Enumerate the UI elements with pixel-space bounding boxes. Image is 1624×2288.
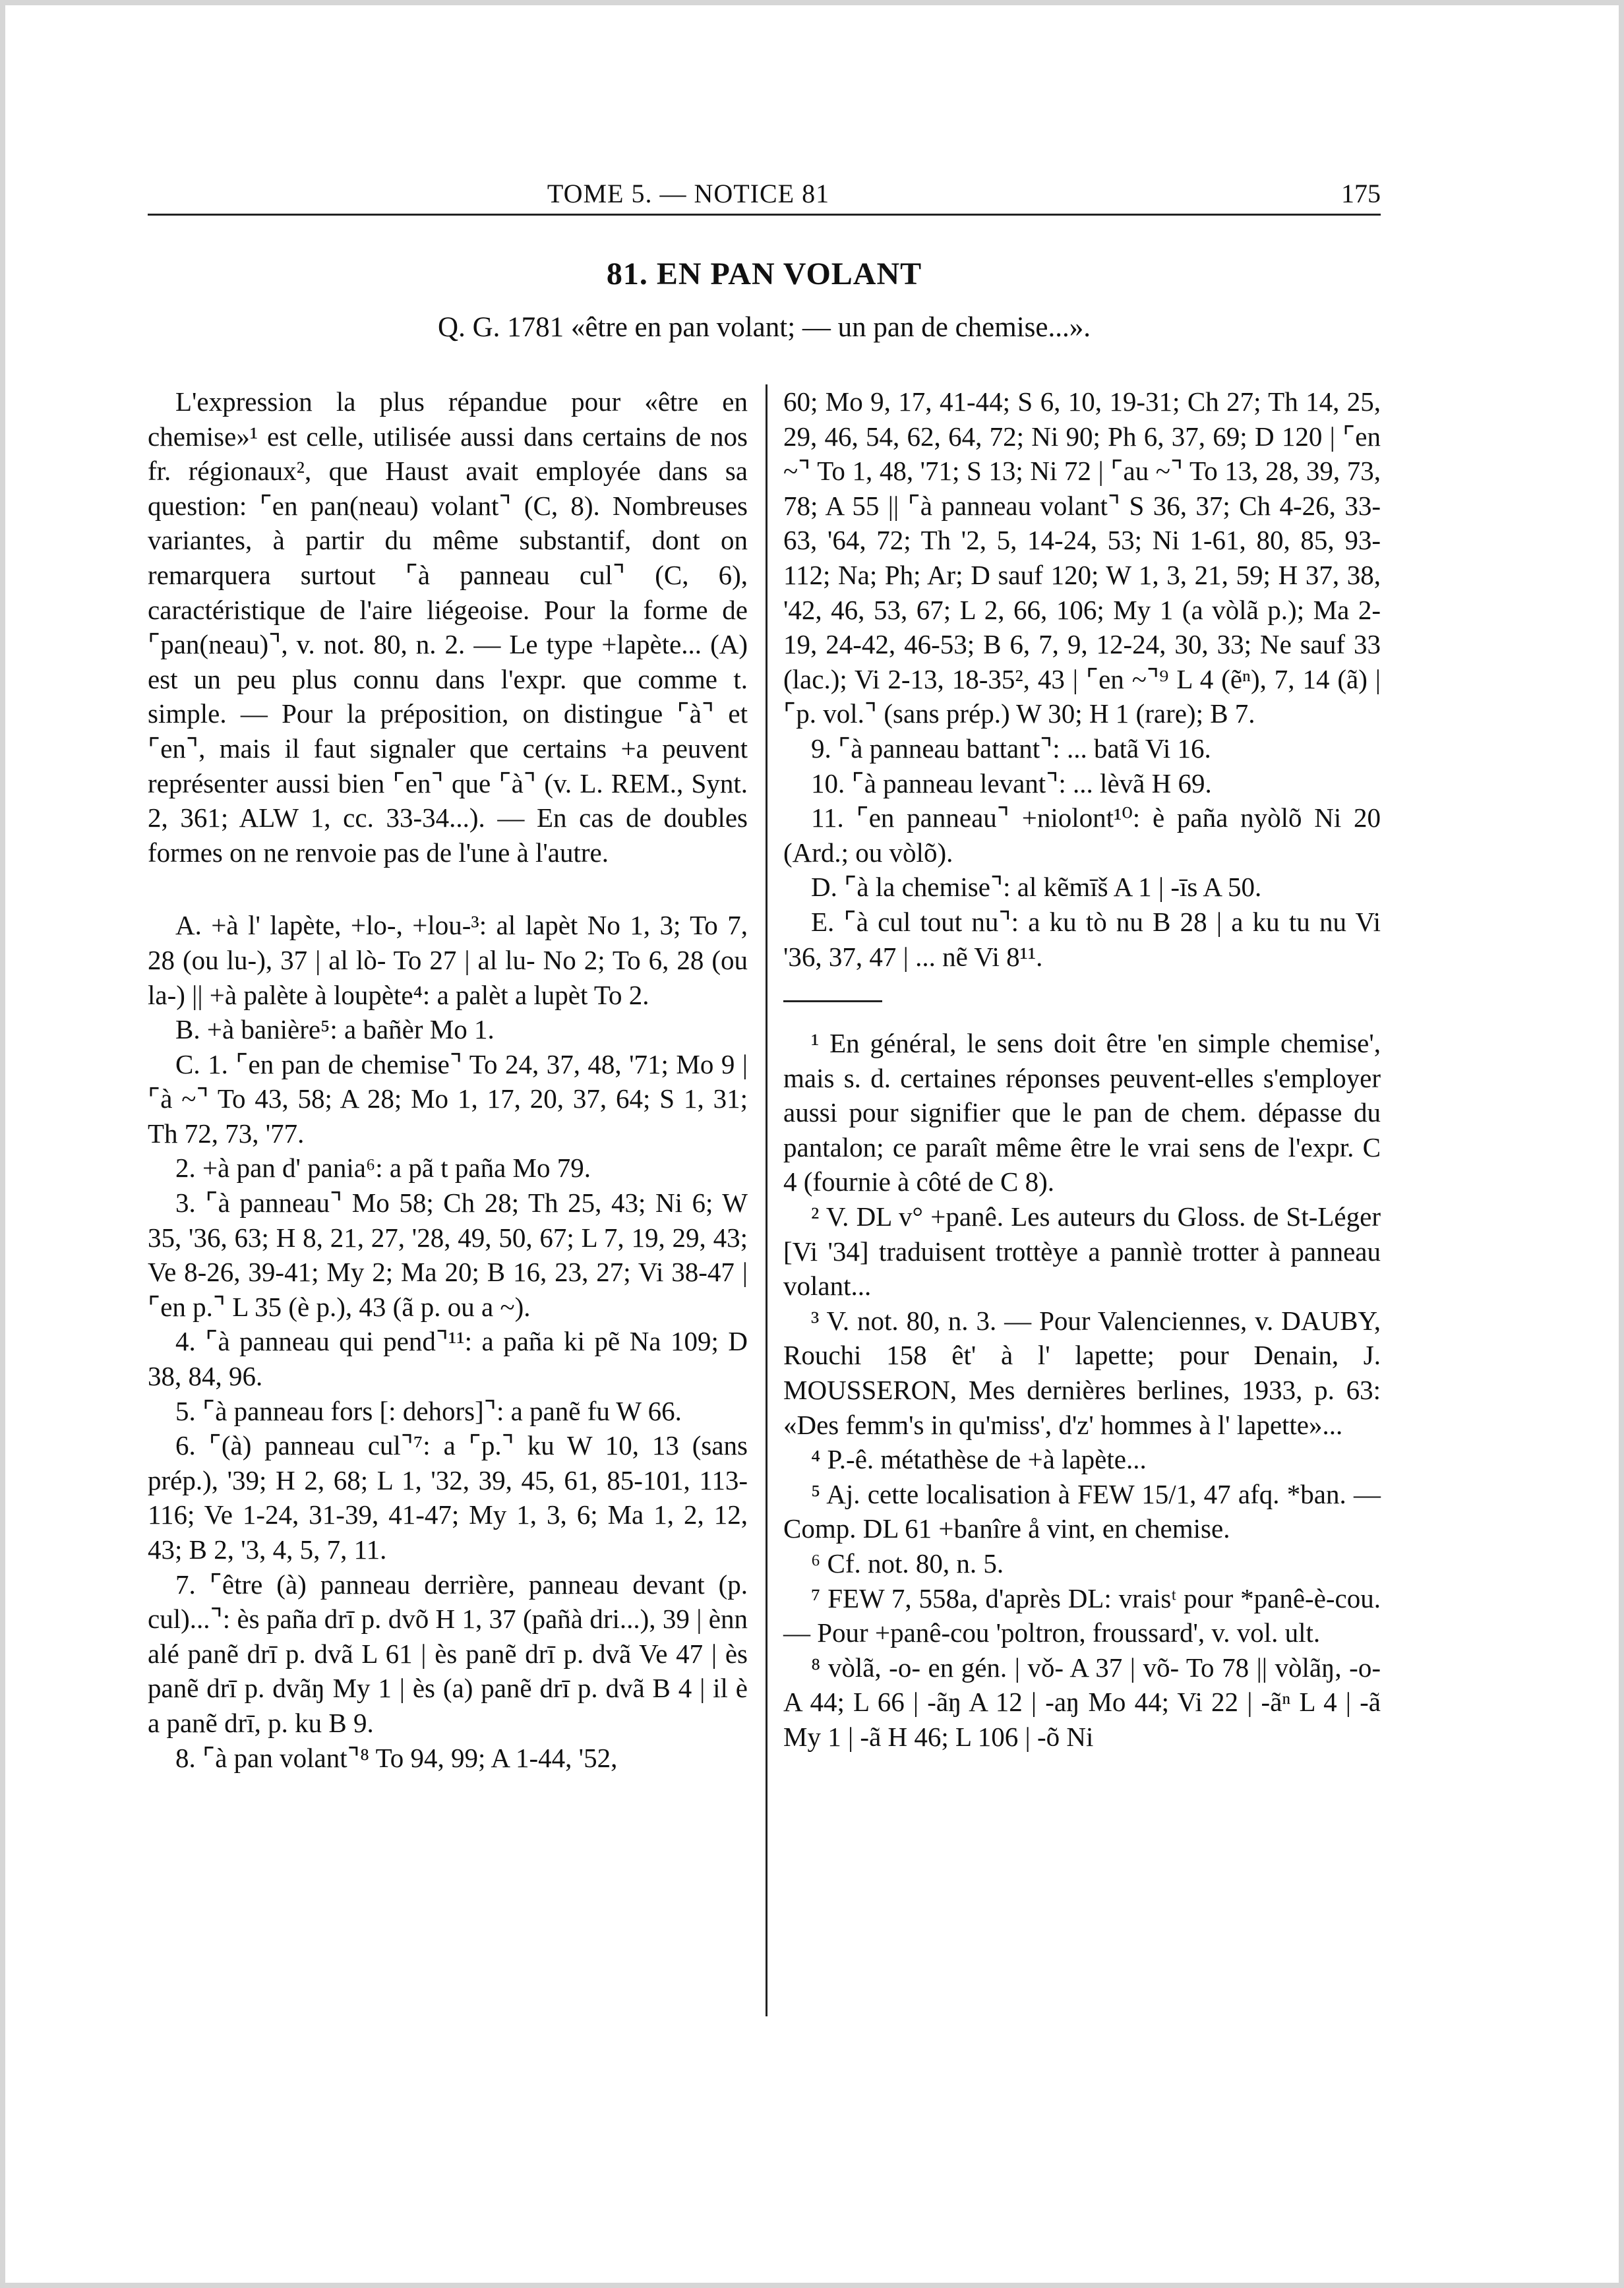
footnote-5: ⁵ Aj. cette localisation à FEW 15/1, 47 afq. *ban. — Comp. DL 61 +banîre å vint, en chemise. bbox=[783, 1478, 1381, 1544]
intro-paragraph: L'expression la plus répandue pour «être en chemise»¹ est celle, utilisée aussi dans certains de nos fr. régionaux², que Haust avait employée dans sa question: ⌜en pan(neau) volant⌝ (C, 8). Nombreuses variantes, à partir du même substantif, dont on remarquera surtout ⌜à panneau cul⌝ (C, 6), caractéristique de l'aire liégeoise. Pour la forme de ⌜pan(neau)⌝, v. not. 80, n. 2. — Le type +lapète... (A) est un peu plus connu dans l'expr. que comme t. simple. — Pour la préposition, on distingue ⌜à⌝ et ⌜en⌝, mais il faut signaler que certains +a peuvent représenter aussi bien ⌜en⌝ que ⌜à⌝ (v. L. REM., Synt. 2, 361; ALW 1, cc. 33-34...). — En cas de doubles formes on ne renvoie pas de l'une à l'autre. bbox=[148, 386, 748, 868]
entry-c11: 11. ⌜en panneau⌝ +niolont¹⁰: è paña nyòlõ Ni 20 (Ard.; ou vòlõ). bbox=[783, 802, 1381, 868]
question-reference: Q. G. 1781 «être en pan volant; — un pan de chemise...». bbox=[438, 312, 1091, 343]
notice-title: 81. EN PAN VOLANT bbox=[606, 256, 922, 291]
entry-c7: 7. ⌜être (à) panneau derrière, panneau devant (p. cul)...⌝: ès paña drī p. dvõ H 1, 37 (pañà dri...), 39 | ènn alé panẽ drī p. dvã L 61 | ès panẽ drī p. dvã Ve 47 | ès panẽ drī p. dvãŋ My 1 | ès (a) panẽ drī p. dvã B 4 | il è a panẽ drī, p. ku B 9. bbox=[148, 1569, 748, 1738]
left-column bbox=[148, 384, 748, 1775]
entry-c1: C. 1. ⌜en pan de chemise⌝ To 24, 37, 48, '71; Mo 9 | ⌜à ~⌝ To 43, 58; A 28; Mo 1, 17, 20, 37, 64; S 1, 31; Th 72, 73, '77. bbox=[148, 1048, 748, 1149]
entry-c6: 6. ⌜(à) panneau cul⌝⁷: a ⌜p.⌝ ku W 10, 13 (sans prép.), '39; H 2, 68; L 1, '32, 39, 45, 61, 85-101, 113-116; Ve 1-24, 31-39, 41-47; My 1, 3, 6; Ma 1, 2, 12, 43; B 2, '3, 4, 5, 7, 11. bbox=[148, 1430, 748, 1565]
running-header bbox=[148, 174, 1381, 216]
entry-a: A. +à l' lapète, +lo-, +lou-³: al lapèt No 1, 3; To 7, 28 (ou lu-), 37 | al lò- To 27 | al lu- No 2; To 6, 28 (ou la-) || +à palète à loupète⁴: a palèt a lupèt To 2. bbox=[148, 910, 748, 1010]
footnote-3: ³ V. not. 80, n. 3. — Pour Valenciennes, v. DAUBY, Rouchi 158 êt' à l' lapette; pour Denain, J. MOUSSERON, Mes dernières berlines, 1933, p. 63: «Des femm's in qu'miss', d'z' hommes à l' lapette»... bbox=[783, 1305, 1381, 1440]
entry-c8-continued: 60; Mo 9, 17, 41-44; S 6, 10, 19-31; Ch 27; Th 14, 25, 29, 46, 54, 62, 64, 72; Ni 90; Ph 6, 37, 69; D 120 | ⌜en ~⌝ To 1, 48, '71; S 13; Ni 72 | ⌜au ~⌝ To 13, 28, 39, 73, 78; A 55 || ⌜à panneau volant⌝ S 36, 37; Ch 4-26, 33-63, '64, 72; Th '2, 5, 14-24, 53; Ni 1-61, 80, 85, 93-112; Na; Ph; Ar; D sauf 120; W 1, 3, 21, 59; H 37, 38, '42, 46, 53, 67; L 2, 66, 106; My 1 (a vòlã p.); Ma 2-19, 24-42, 46-53; B 6, 7, 9, 12-24, 30, 33; Ne sauf 33 (lac.); Vi 2-13, 18-35², 43 | ⌜en ~⌝⁹ L 4 (ẽⁿ), 7, 14 (ã) | ⌜p. vol.⌝ (sans prép.) W 30; H 1 (rare); B 7. bbox=[783, 386, 1381, 729]
entry-c4: 4. ⌜à panneau qui pend⌝¹¹: a paña ki pẽ Na 109; D 38, 84, 96. bbox=[148, 1326, 748, 1392]
right-column bbox=[783, 384, 1381, 1755]
entry-c10: 10. ⌜à panneau levant⌝: ... lèvã H 69. bbox=[811, 768, 1212, 798]
footnote-6: ⁶ Cf. not. 80, n. 5. bbox=[811, 1548, 1004, 1579]
entry-d: D. ⌜à la chemise⌝: al kẽmīš A 1 | -īs A 50. bbox=[811, 872, 1262, 903]
entry-c8: 8. ⌜à pan volant⌝⁸ To 94, 99; A 1-44, '52, bbox=[175, 1742, 618, 1773]
entry-c5: 5. ⌜à panneau fors [: dehors]⌝: a panẽ fu W 66. bbox=[175, 1395, 682, 1426]
entry-c2: 2. +à pan d' pania⁶: a pã t paña Mo 79. bbox=[175, 1153, 591, 1184]
footnote-8: ⁸ vòlã, -o- en gén. | vǒ- A 37 | võ- To 78 || vòlãŋ, -o- A 44; L 66 | -ãŋ A 12 | -aŋ Mo 44; Vi 22 | -ãⁿ L 4 | -ã My 1 | -ã H 46; L 106 | -õ Ni bbox=[783, 1652, 1381, 1752]
page-number: 175 bbox=[1341, 179, 1381, 208]
footnote-separator bbox=[783, 1000, 882, 1002]
footnote-2: ² V. DL v° +panê. Les auteurs du Gloss. de St-Léger [Vi '34] traduisent trottèye a pannìè trotter à panneau volant... bbox=[783, 1201, 1381, 1302]
column-divider bbox=[766, 384, 767, 2016]
entry-e: E. ⌜à cul tout nu⌝: a ku tò nu B 28 | a ku tu nu Vi '36, 37, 47 | ... nẽ Vi 8¹¹. bbox=[783, 906, 1381, 972]
entry-b: B. +à banière⁵: a bañèr Mo 1. bbox=[175, 1014, 495, 1045]
running-title: TOME 5. — NOTICE 81 bbox=[547, 179, 830, 208]
footnote-7: ⁷ FEW 7, 558a, d'après DL: vraisᵗ pour *panê-è-cou. — Pour +panê-cou 'poltron, froussard', v. vol. ult. bbox=[783, 1582, 1381, 1648]
footnote-1: ¹ En général, le sens doit être 'en simple chemise', mais s. d. certaines réponses peuvent-elles s'employer aussi pour signifier que le pan de chem. dépasse du pantalon; ce paraît même être le vrai sens de l'expr. C 4 (fournie à côté de C 8). bbox=[783, 1028, 1381, 1197]
entry-c9: 9. ⌜à panneau battant⌝: ... batã Vi 16. bbox=[811, 733, 1211, 764]
footnote-4: ⁴ P.-ê. métathèse de +à lapète... bbox=[811, 1444, 1147, 1475]
footnotes bbox=[783, 1026, 1381, 1754]
entry-c3: 3. ⌜à panneau⌝ Mo 58; Ch 28; Th 25, 43; Ni 6; W 35, '36, 63; H 8, 21, 27, '28, 49, 50, 67; L 7, 19, 29, 43; Ve 8-26, 39-41; My 2; Ma 20; B 16, 23, 27; Vi 38-47 | ⌜en p.⌝ L 35 (è p.), 43 (ã p. ou a ~). bbox=[148, 1188, 748, 1322]
